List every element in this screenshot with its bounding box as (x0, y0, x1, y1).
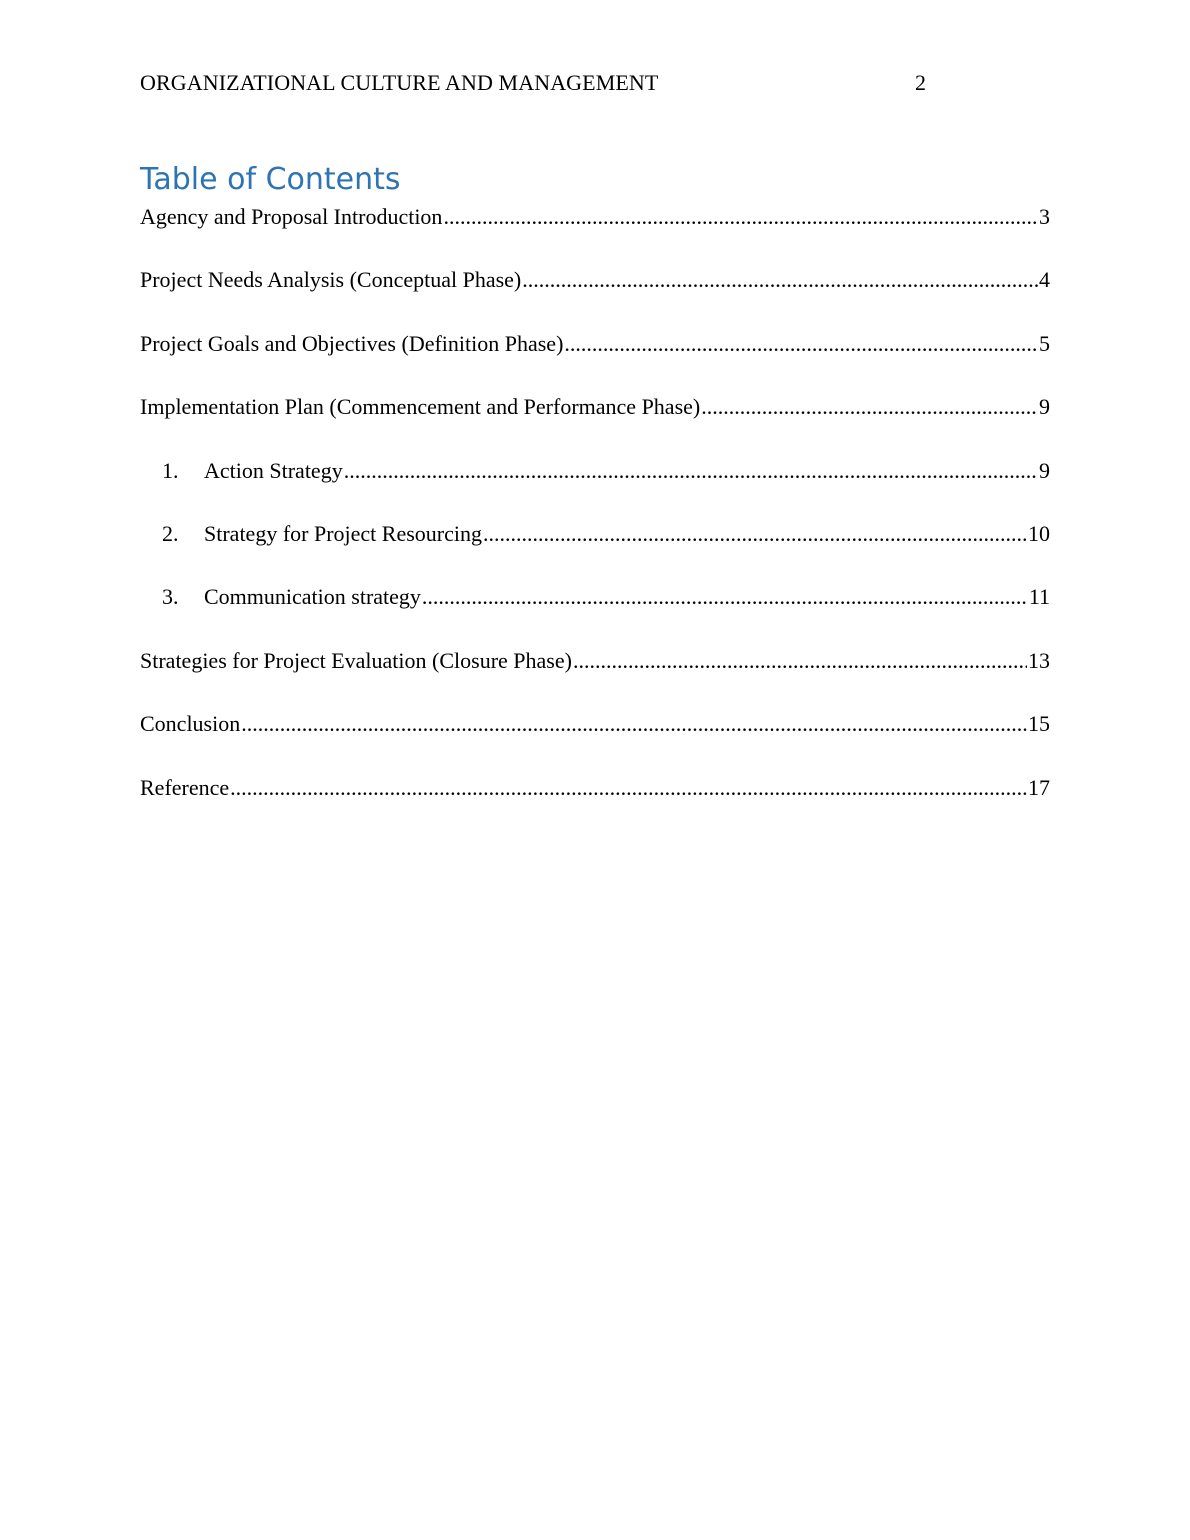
toc-title: Table of Contents (140, 162, 401, 197)
toc-dot-leader (564, 327, 1038, 361)
toc-entry-page: 13 (1028, 647, 1050, 673)
toc-entry-label: Project Needs Analysis (Conceptual Phase) (140, 267, 522, 293)
toc-entry-number: 3. (162, 584, 179, 610)
toc-entry-page: 5 (1039, 330, 1050, 356)
toc-entry[interactable] (140, 707, 1050, 741)
toc-entry-label: Strategies for Project Evaluation (Closure Phase) (140, 647, 572, 673)
toc-entry-page: 11 (1028, 584, 1050, 610)
toc-entry[interactable] (140, 200, 1050, 234)
toc-entry[interactable] (140, 644, 1050, 678)
toc-entry-page: 10 (1028, 520, 1050, 546)
toc-entry-label: Implementation Plan (Commencement and Performance Phase) (140, 394, 701, 420)
toc-entry-label: Strategy for Project Resourcing (204, 520, 482, 546)
toc-dot-leader (483, 517, 1027, 551)
toc-dot-leader (241, 707, 1027, 741)
toc-entry[interactable] (140, 327, 1050, 361)
toc-dot-leader (701, 390, 1038, 424)
toc-entry-label: Project Goals and Objectives (Definition Phase) (140, 330, 564, 356)
toc-subentry[interactable] (140, 517, 1050, 551)
toc-dot-leader (422, 580, 1028, 614)
toc-subentry[interactable] (140, 454, 1050, 488)
toc-entry-label: Reference (140, 774, 230, 800)
toc-entry-page: 9 (1039, 394, 1050, 420)
toc-dot-leader (522, 263, 1038, 297)
toc-entry-label: Action Strategy (204, 457, 343, 483)
toc-subentry[interactable] (140, 580, 1050, 614)
toc-entry-number: 1. (162, 457, 179, 483)
toc-dot-leader (344, 454, 1038, 488)
toc-entry-label: Conclusion (140, 711, 241, 737)
toc-entry-page: 3 (1039, 204, 1050, 229)
toc-entry[interactable] (140, 771, 1050, 805)
toc-entry-page: 17 (1028, 774, 1050, 800)
toc-dot-leader (443, 200, 1038, 234)
toc-entry-page: 9 (1039, 457, 1050, 483)
toc-dot-leader (230, 771, 1027, 805)
toc-entry-page: 15 (1028, 711, 1050, 737)
running-head: ORGANIZATIONAL CULTURE AND MANAGEMENT (140, 70, 659, 95)
toc-entry-page: 4 (1039, 267, 1050, 293)
toc-entry[interactable] (140, 263, 1050, 297)
toc-dot-leader (573, 644, 1027, 678)
toc-entry-label: Communication strategy (204, 584, 421, 610)
toc-entry-number: 2. (162, 520, 179, 546)
toc-entry-label: Agency and Proposal Introduction (140, 204, 443, 229)
toc-entry[interactable] (140, 390, 1050, 424)
toc-list (140, 200, 1050, 834)
page-number: 2 (915, 70, 926, 95)
